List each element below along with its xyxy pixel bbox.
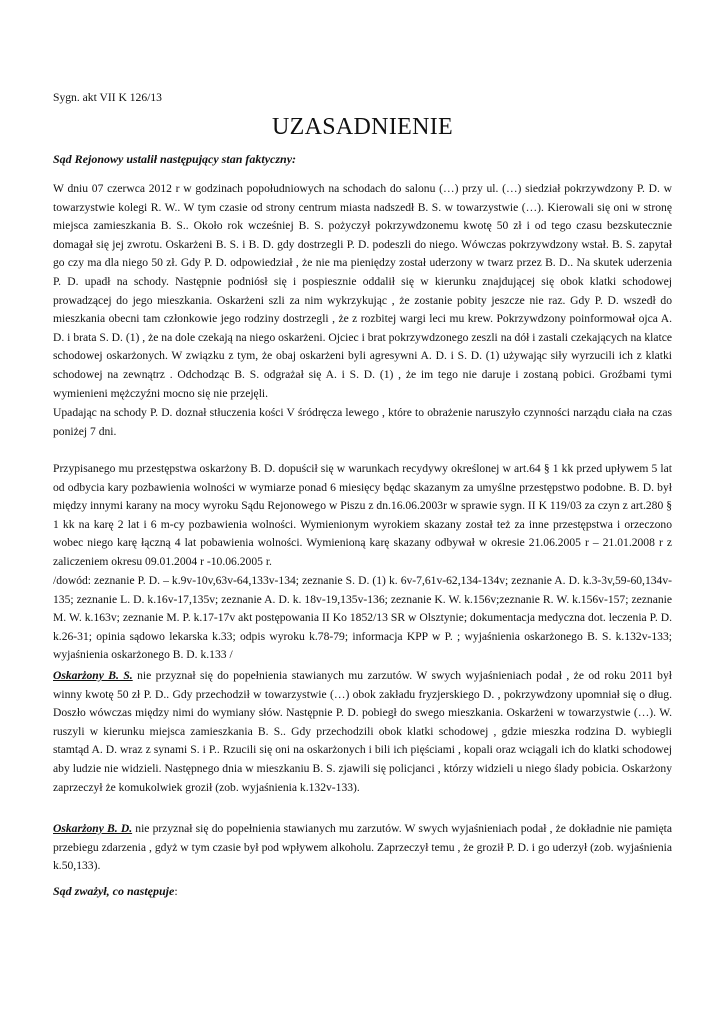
heading-facts: Sąd Rejonowy ustalił następujący stan faktyczny: bbox=[53, 152, 297, 166]
heading-court-considered bbox=[53, 882, 178, 901]
paragraph-facts: W dniu 07 czerwca 2012 r w godzinach popołudniowych na schodach do salonu (…) przy ul. (…) siedział pokrzywdzony P. D. w towarzystwie kolegi R. W.. W tym czasie od strony centrum miasta nadszedł B. S. w towarzystwie (…). Kierowali się oni w stronę miejsca zamieszkania B. S.. Około rok wcześniej B. S. pożyczył pokrzywdzonemu kwotę 50 zł i od tego czasu bezskutecznie domagał się jej zwrotu. Oskarżeni B. S. i B. D. gdy dostrzegli P. D. podeszli do niego. Wówczas pokrzywdzony wstał. B. S. zapytał go czy ma dla niego 50 zł. Gdy P. D. odpowiedział , że nie ma pieniędzy został uderzony w twarz przez B. D.. Na skutek uderzenia P. D. upadł na schody. Następnie podniósł się i pospiesznie oddalił się w kierunku znajdującej się obok klatki schodowej prowadzącej do jego mieszkania. Oskarżeni szli za nim wykrzykując , że zostanie pobity jeszcze nie raz. Gdy P. D. wszedł do mieszkania obecni tam członkowie jego rodziny dostrzegli , że z rozbitej wargi leci mu krew. Pokrzywdzony poinformował ojca A. D. i brata S. D. (1) , że na dole czekają na niego oskarżeni. Ojciec i brat pokrzywdzonego zeszli na dół i zastali czekających na klatce schodowej oskarżonych. W związku z tym, że obaj oskarżeni byli agresywni A. D. i S. D. (1) używając siły wyrzucili ich z klatki schodowej na zewnątrz . Odchodząc B. S. odgrażał się A. i S. D. (1) , że im tego nie daruje i zostaną pobici. Groźbami tymi wymienieni mężczyźni mocno się nie przejęli. bbox=[53, 182, 672, 400]
defendant-bd-label: Oskarżony B. D. bbox=[53, 822, 133, 835]
defendant-bs-text: nie przyznał się do popełnienia stawianych mu zarzutów. W swych wyjaśnieniach podał , że od roku 2011 był winny kwotę 50 zł P. D.. Gdy przechodził w towarzystwie (…) obok zakładu fryzjerskiego D. , pokrzywdzony upomniał się o dług. Doszło wówczas między nimi do wymiany słów. Następnie P. D. pobiegł do swego mieszkania. Oskarżeni w towarzystwie (…). W. ruszyli w kierunku miejsca zamieszkania B. S.. Gdy przechodzili obok klatki schodowej , gdzie mieszka rodzina D. wybiegli stamtąd A. D. wraz z synami S. i P.. Rzucili się oni na oskarżonych i bili ich pięściami , kopali oraz wciągali ich do klatki schodowej aby ludzie nie widzieli. Następnego dnia w mieszkaniu B. S. zjawili się policjanci , którzy widzieli u niego ślady pobicia. Oskarżony zaprzeczył że komukolwiek groził (zob. wyjaśnienia k.132v-133). bbox=[53, 669, 672, 794]
paragraph-injury: Upadając na schody P. D. doznał stłuczenia kości V śródręcza lewego , które to obrażenie naruszyło czynności narządu ciała na czas poniżej 7 dni. bbox=[53, 406, 672, 438]
paragraph-evidence: /dowód: zeznanie P. D. – k.9v-10v,63v-64,133v-134; zeznanie S. D. (1) k. 6v-7,61v-62,134-134v; zeznanie A. D. k.3-3v,59-60,134v-135; zeznanie L. D. k.16v-17,135v; zeznanie A. D. k. 18v-19,135v-136; zeznanie K. W. k.156v;zeznanie R. W. k.156v-157; zeznanie M. W. k.163v; zeznanie M. P. k.17-17v akt postępowania II Ko 1852/13 SR w Olsztynie; dokumentacja medyczna dot. leczenia P. D. k.26-31; opinia sądowo lekarska k.33; odpis wyroku k.78-79; informacja KPP w P. ; wyjaśnienia oskarżonego B. S. k.132v-133; wyjaśnienia oskarżonego B. D. k.133 / bbox=[53, 574, 672, 662]
heading-court-considered-text: Sąd zważył, co następuje bbox=[53, 884, 175, 898]
paragraph-defendant-bd bbox=[53, 820, 672, 876]
case-number: Sygn. akt VII K 126/13 bbox=[53, 91, 162, 104]
page-title: UZASADNIENIE bbox=[272, 114, 453, 140]
heading-colon: : bbox=[174, 884, 178, 898]
defendant-bd-text: nie przyznał się do popełnienia stawianych mu zarzutów. W swych wyjaśnieniach podał , że dokładnie nie pamięta przebiegu zdarzenia , gdyż w tym czasie był pod wpływem alkoholu. Zaprzeczył temu , że groził P. D. i go uderzył (zob. wyjaśnienia k.50,133). bbox=[53, 822, 672, 873]
defendant-bs-label: Oskarżony B. S. bbox=[53, 669, 133, 682]
paragraph-recidivism: Przypisanego mu przestępstwa oskarżony B. D. dopuścił się w warunkach recydywy określonej w art.64 § 1 kk przed upływem 5 lat od odbycia kary pozbawienia wolności w wymiarze ponad 6 miesięcy będąc skazanym za umyślne przestępstwo podobne. B. D. był między innymi karany na mocy wyroku Sądu Rejonowego w Piszu z dn.16.06.2003r w sprawie sygn. II K 119/03 za czyn z art.280 § 1 kk na karę 2 lat i 6 m-cy pozbawienia wolności. Wymienionym wyrokiem skazany został też za inne przestępstwa i orzeczono wobec niego karę łączną 4 lat pobawienia wolności. Wymienioną karę skazany odbywał w okresie 21.06.2005 r – 21.01.2008 r z zaliczeniem okresu 09.01.2004 r -10.06.2005 r. bbox=[53, 462, 672, 568]
paragraph-defendant-bs bbox=[53, 667, 672, 797]
